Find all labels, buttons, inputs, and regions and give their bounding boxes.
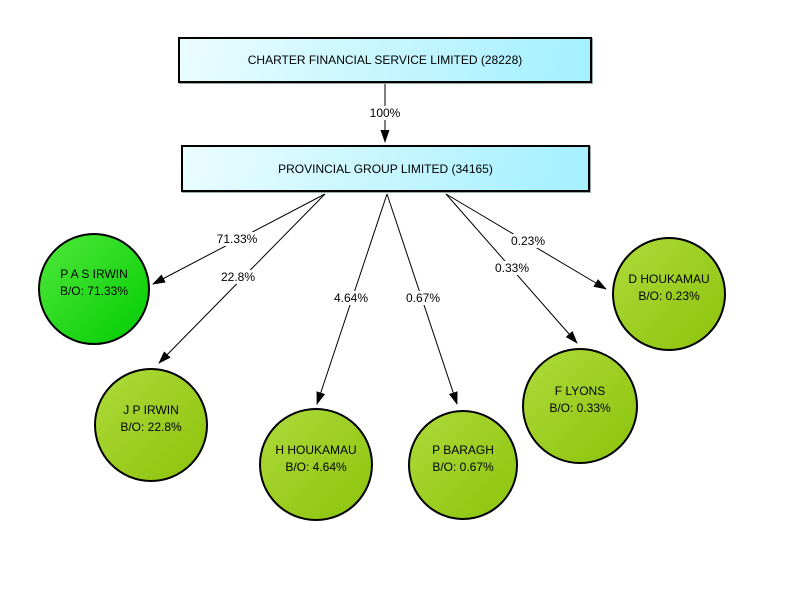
node-owner-jp-irwin[interactable] [94, 368, 208, 482]
node-owner-d-houkamau[interactable] [612, 237, 726, 351]
edge-label-71-33: 71.33% [216, 232, 258, 246]
owner-name: J P IRWIN [123, 403, 179, 417]
edge-label-4-64: 4.64% [333, 291, 369, 305]
node-owner-p-baragh[interactable] [408, 410, 518, 520]
owner-name: F LYONS [554, 384, 606, 398]
owner-bo: B/O: 0.33% [549, 401, 611, 415]
node-subsidiary-company[interactable] [181, 145, 590, 192]
parent-company-label: CHARTER FINANCIAL SERVICE LIMITED (28228) [247, 53, 523, 67]
owner-name: P A S IRWIN [60, 267, 128, 281]
owner-name: D HOUKAMAU [628, 272, 710, 286]
node-owner-f-lyons[interactable] [522, 348, 638, 464]
edge-label-0-67: 0.67% [405, 291, 441, 305]
owner-name: P BARAGH [432, 443, 494, 457]
owner-bo: B/O: 22.8% [120, 420, 182, 434]
subsidiary-company-label: PROVINCIAL GROUP LIMITED (34165) [278, 161, 493, 176]
edge-label-100pct: 100% [369, 106, 401, 120]
node-parent-company[interactable] [178, 37, 592, 83]
owner-name: H HOUKAMAU [275, 442, 357, 457]
owner-bo: B/O: 0.23% [638, 289, 700, 303]
node-owner-h-houkamau[interactable] [259, 408, 373, 521]
edge-label-0-23: 0.23% [510, 234, 546, 248]
edge-label-22-8: 22.8% [220, 270, 256, 284]
owner-bo: B/O: 71.33% [59, 284, 129, 298]
owner-bo: B/O: 0.67% [432, 460, 494, 474]
edge-label-0-33: 0.33% [494, 261, 530, 275]
node-owner-pas-irwin[interactable] [38, 233, 150, 345]
owner-bo: B/O: 4.64% [285, 459, 347, 474]
